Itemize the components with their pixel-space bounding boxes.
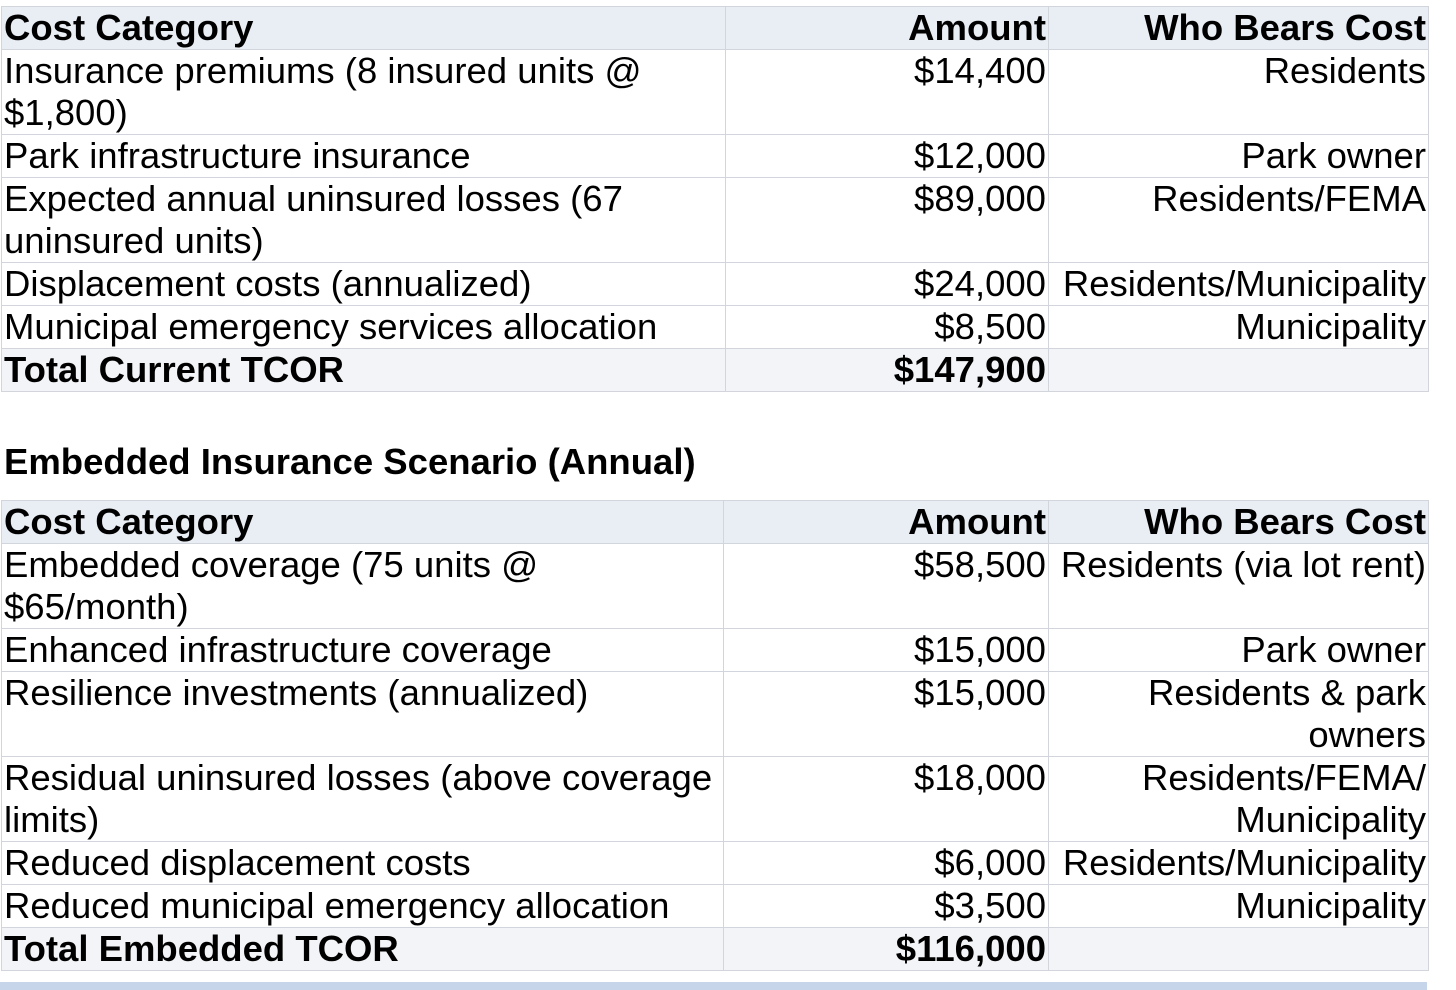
amount-cell: $58,500 bbox=[724, 544, 1049, 629]
table-row bbox=[2, 757, 1429, 842]
table-header-row bbox=[2, 501, 1429, 544]
amount-cell: $12,000 bbox=[726, 135, 1049, 178]
total-label: Total Current TCOR bbox=[2, 349, 726, 392]
total-row bbox=[2, 928, 1429, 971]
amount-cell: $8,500 bbox=[726, 306, 1049, 349]
amount-cell: $14,400 bbox=[726, 50, 1049, 135]
total-who-bears-cost bbox=[1049, 928, 1429, 971]
amount-cell: $6,000 bbox=[724, 842, 1049, 885]
cost-category-cell: Residual uninsured losses (above coverage limits) bbox=[2, 757, 724, 842]
cost-category-cell: Insurance premiums (8 insured units @ $1,800) bbox=[2, 50, 726, 135]
cost-category-cell: Expected annual uninsured losses (67 uninsured units) bbox=[2, 178, 726, 263]
table-row bbox=[2, 263, 1429, 306]
table-row bbox=[2, 178, 1429, 263]
who-bears-cost-cell: Park owner bbox=[1049, 629, 1429, 672]
who-bears-cost-cell: Residents (via lot rent) bbox=[1049, 544, 1429, 629]
who-bears-cost-cell: Residents/FEMA/ Municipality bbox=[1049, 757, 1429, 842]
header-amount: Amount bbox=[726, 7, 1049, 50]
table-header-row bbox=[2, 7, 1429, 50]
cost-category-cell: Park infrastructure insurance bbox=[2, 135, 726, 178]
amount-cell: $15,000 bbox=[724, 672, 1049, 757]
table-row bbox=[2, 885, 1429, 928]
amount-cell: $24,000 bbox=[726, 263, 1049, 306]
header-who-bears-cost: Who Bears Cost bbox=[1049, 501, 1429, 544]
total-amount: $147,900 bbox=[726, 349, 1049, 392]
header-cost-category: Cost Category bbox=[2, 501, 724, 544]
who-bears-cost-cell: Park owner bbox=[1049, 135, 1429, 178]
who-bears-cost-cell: Residents bbox=[1049, 50, 1429, 135]
amount-cell: $89,000 bbox=[726, 178, 1049, 263]
who-bears-cost-cell: Residents & park owners bbox=[1049, 672, 1429, 757]
cost-category-cell: Resilience investments (annualized) bbox=[2, 672, 724, 757]
total-row bbox=[2, 349, 1429, 392]
total-amount: $116,000 bbox=[724, 928, 1049, 971]
cost-category-cell: Enhanced infrastructure coverage bbox=[2, 629, 724, 672]
table-row bbox=[2, 629, 1429, 672]
embedded-tcor-table bbox=[1, 500, 1429, 971]
table-row bbox=[2, 842, 1429, 885]
amount-cell: $3,500 bbox=[724, 885, 1049, 928]
cost-category-cell: Embedded coverage (75 units @ $65/month) bbox=[2, 544, 724, 629]
total-who-bears-cost bbox=[1049, 349, 1429, 392]
header-amount: Amount bbox=[724, 501, 1049, 544]
who-bears-cost-cell: Residents/Municipality bbox=[1049, 263, 1429, 306]
header-who-bears-cost: Who Bears Cost bbox=[1049, 7, 1429, 50]
amount-cell: $15,000 bbox=[724, 629, 1049, 672]
cost-category-cell: Reduced municipal emergency allocation bbox=[2, 885, 724, 928]
table-row bbox=[2, 306, 1429, 349]
amount-cell: $18,000 bbox=[724, 757, 1049, 842]
total-label: Total Embedded TCOR bbox=[2, 928, 724, 971]
section-title: Embedded Insurance Scenario (Annual) bbox=[4, 441, 696, 482]
who-bears-cost-cell: Municipality bbox=[1049, 306, 1429, 349]
table-row bbox=[2, 544, 1429, 629]
bottom-border-strip bbox=[0, 982, 1427, 990]
table-row bbox=[2, 672, 1429, 757]
who-bears-cost-cell: Residents/FEMA bbox=[1049, 178, 1429, 263]
table-row bbox=[2, 135, 1429, 178]
table-row bbox=[2, 50, 1429, 135]
who-bears-cost-cell: Municipality bbox=[1049, 885, 1429, 928]
who-bears-cost-cell: Residents/Municipality bbox=[1049, 842, 1429, 885]
cost-category-cell: Reduced displacement costs bbox=[2, 842, 724, 885]
current-tcor-table bbox=[1, 6, 1429, 392]
cost-category-cell: Municipal emergency services allocation bbox=[2, 306, 726, 349]
cost-category-cell: Displacement costs (annualized) bbox=[2, 263, 726, 306]
header-cost-category: Cost Category bbox=[2, 7, 726, 50]
